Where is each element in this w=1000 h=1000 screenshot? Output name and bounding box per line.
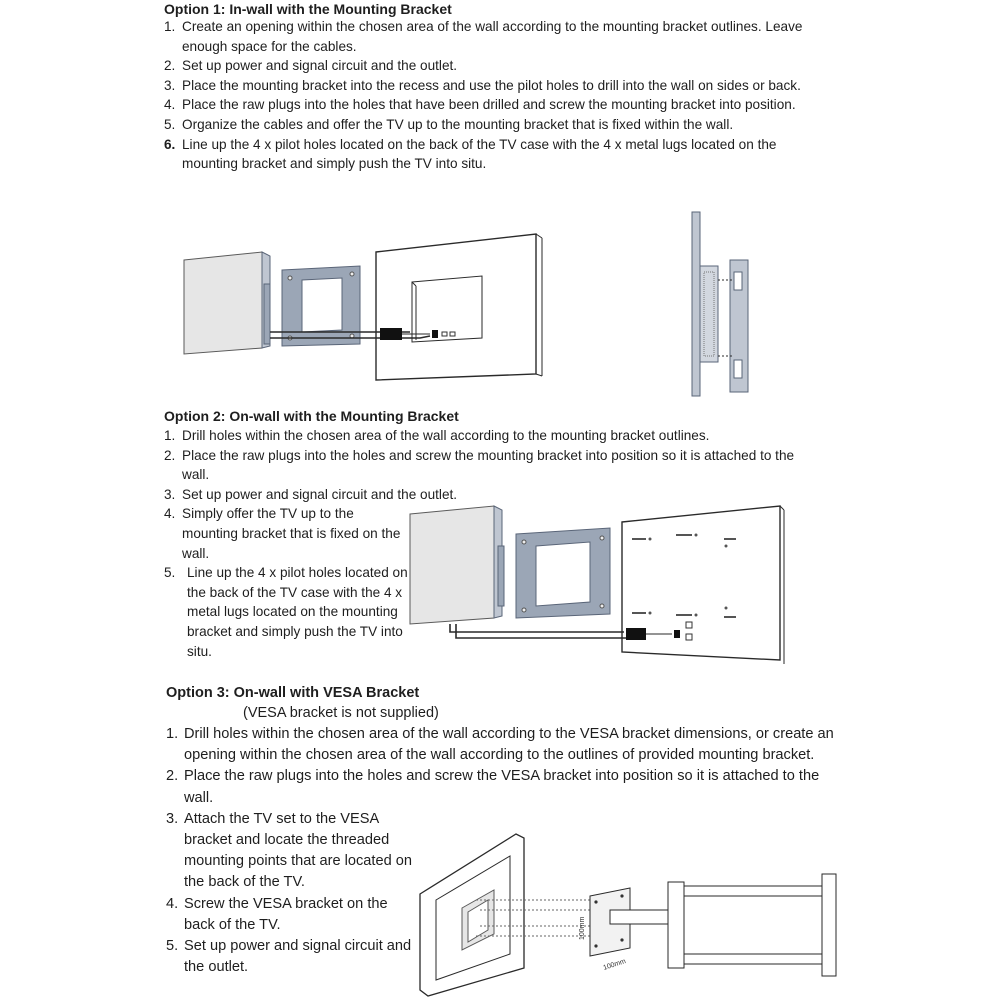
option3-step: 1. Drill holes within the chosen area of the wall according to the VESA bracket dimensions, or create an opening within the chosen area of the wall according to the outlines of provided mounting bracket. <box>166 726 834 764</box>
option3-note: (VESA bracket is not supplied) <box>243 705 439 721</box>
tv-panel <box>184 252 262 354</box>
option3-step: 3. Attach the TV set to the VESA bracket and locate the threaded mounting points that are located on the back of the TV. <box>166 810 412 891</box>
option1-step: 5. Organize the cables and offer the TV up to the mounting bracket that is fixed within the wall. <box>164 116 734 132</box>
wall-mount-plate <box>822 874 836 976</box>
vesa-dimension-horizontal: 100mm <box>602 958 627 972</box>
option2-step: 5. Line up the 4 x pilot holes located on the back of the TV case with the 4 x metal lugs located on the mounting bracket and simply push the TV into situ. <box>164 565 408 659</box>
inwall-side-view <box>690 210 760 400</box>
plug-icon <box>674 630 680 638</box>
option1-steps <box>164 17 804 174</box>
option3-title: Option 3: On-wall with VESA Bracket <box>166 685 420 701</box>
option1-step: 2. Set up power and signal circuit and the outlet. <box>164 58 458 74</box>
option3-step: 4. Screw the VESA bracket on the back of the TV. <box>166 895 388 933</box>
option3-step: 2. Place the raw plugs into the holes and screw the VESA bracket into position so it is attached to the wall. <box>166 768 820 806</box>
tv-panel <box>410 506 494 624</box>
plug-icon <box>432 330 438 338</box>
option3-step: 5. Set up power and signal circuit and the outlet. <box>166 938 412 976</box>
vesa-arm <box>610 910 670 924</box>
vesa-diagram <box>416 830 840 1000</box>
onwall-diagram <box>404 500 794 670</box>
option2-step: 1. Drill holes within the chosen area of the wall according to the mounting bracket outlines. <box>164 428 710 443</box>
option1-step: 6. Line up the 4 x pilot holes located on the back of the TV case with the 4 x metal lugs located on the mounting bracket and simply push the TV into situ. <box>164 136 777 172</box>
option1-step: 4. Place the raw plugs into the holes that have been drilled and screw the mounting bracket into position. <box>164 97 796 113</box>
power-adapter <box>380 328 402 340</box>
option1-step: 3. Place the mounting bracket into the recess and use the pilot holes to drill into the wall on sides or back. <box>164 77 801 93</box>
cable <box>450 624 624 632</box>
option2-step: 2. Place the raw plugs into the holes and screw the mounting bracket into position so it is attached to the wall. <box>164 447 795 483</box>
power-adapter <box>626 628 646 640</box>
option1-step: 1. Create an opening within the chosen area of the wall according to the mounting bracket outlines. Leave enough space for the cables. <box>164 19 803 54</box>
option2-step: 3. Set up power and signal circuit and the outlet. <box>164 486 458 502</box>
inwall-diagram <box>180 228 560 388</box>
option2-step: 4. Simply offer the TV up to the mounting bracket that is fixed on the wall. <box>164 506 401 561</box>
vesa-dimension-vertical: 100mm <box>579 916 586 940</box>
option1-title: Option 1: In-wall with the Mounting Bracket <box>164 1 452 17</box>
option2-title: Option 2: On-wall with the Mounting Bracket <box>164 408 459 424</box>
wall-section <box>692 212 700 396</box>
